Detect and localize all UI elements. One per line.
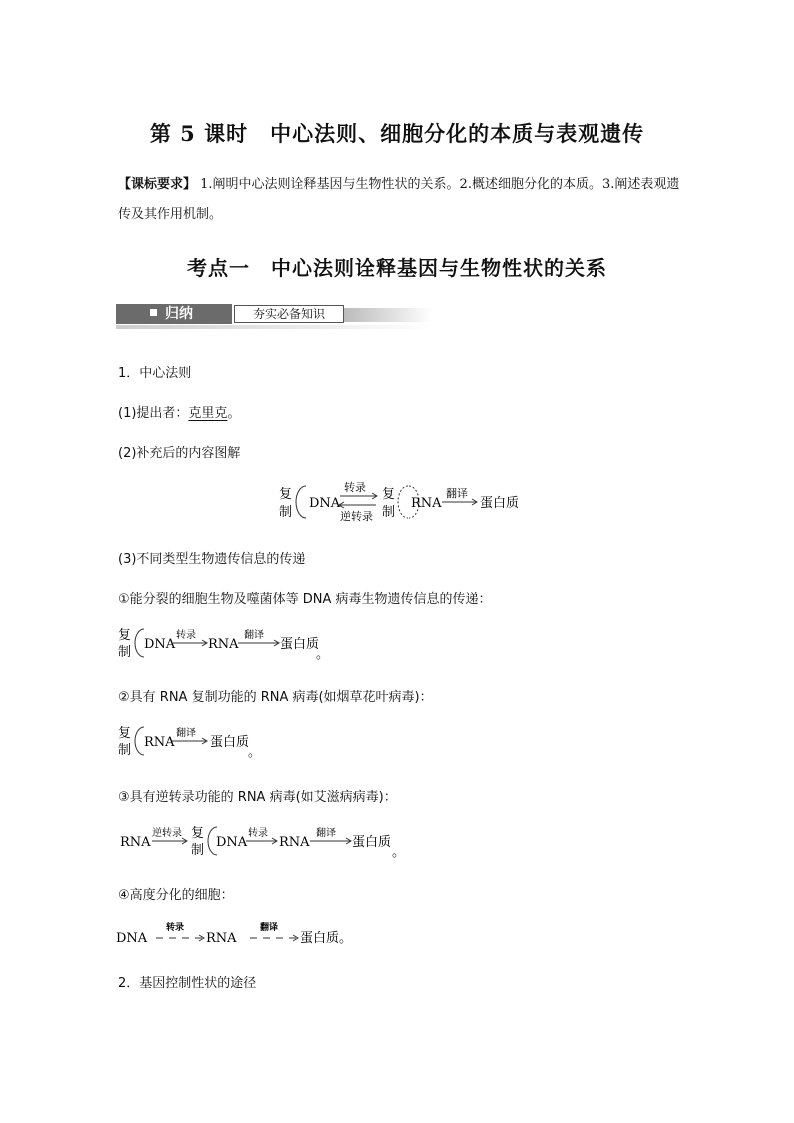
diagram-heading: (2)补充后的内容图解 [118,446,241,461]
reverse-transcription-label: 逆转录 [340,510,373,523]
heading-central-dogma: 1．中心法则 [118,366,192,381]
banner-fade [344,308,432,322]
rna-replication-loop-icon [398,486,408,518]
case3-period: 。 [392,845,406,860]
case2-loop-icon [135,727,144,755]
case3-diagram [116,822,416,862]
dna-label: DNA [309,496,341,511]
rna-label: RNA [411,496,442,511]
transfer-heading: (3)不同类型生物遗传信息的传递 [118,552,306,567]
case3-replicate-1: 复 [191,826,205,841]
translation-label: 翻译 [446,487,468,500]
rna-replicate-text-2: 制 [382,505,396,520]
rna-replicate-text-1: 复 [382,487,396,502]
protein-label: 蛋白质 [480,496,520,511]
proposer-suffix: 。 [227,406,241,421]
square-bullet-icon [150,309,157,316]
case3-replicate-2: 制 [191,843,205,858]
case1-translation: 翻译 [244,630,264,641]
case4-diagram [116,918,376,952]
section-title: 考点一 中心法则诠释基因与生物性状的关系 [187,256,607,280]
case4-period: 。 [339,931,353,946]
case2-diagram [116,722,266,762]
case1-transcription: 转录 [176,630,196,641]
case4-dna: DNA [116,931,148,946]
proposer-line [118,402,240,421]
case3-rna: RNA [279,835,310,850]
case3-reverse-transcription: 逆转录 [152,828,182,839]
case1-dna: DNA [144,637,176,652]
case3-dna: DNA [216,835,248,850]
case1-rna: RNA [208,637,239,652]
banner-rule [116,325,432,329]
case4-translation: 翻译 [260,923,279,933]
proposer-answer: 克里克 [188,406,228,421]
section-banner [116,304,432,328]
dna-replication-loop-icon [296,486,306,518]
page-title: 第 5 课时 中心法则、细胞分化的本质与表观遗传 [149,121,645,146]
case4-text: ④高度分化的细胞： [118,888,234,903]
case2-translation: 翻译 [176,728,196,739]
case4-transcription: 转录 [166,923,185,933]
case3-rna-start: RNA [120,835,151,850]
requirements-tag: 【课标要求】 [118,177,197,192]
case2-rna: RNA [144,735,175,750]
case3-text: ③具有逆转录功能的 RNA 病毒(如艾滋病病毒)： [118,790,397,805]
case2-period: 。 [248,745,262,760]
proposer-prefix: (1)提出者： [118,406,189,421]
case1-text: ①能分裂的细胞生物及噬菌体等 DNA 病毒生物遗传信息的传递： [118,592,492,607]
case2-replicate-1: 复 [118,726,132,741]
case3-transcription: 转录 [248,828,268,839]
transcription-label: 转录 [344,481,366,494]
banner-label-block [116,304,232,324]
case3-protein: 蛋白质 [352,835,392,850]
case1-replicate-2: 制 [118,645,132,660]
case2-protein: 蛋白质 [210,735,250,750]
curriculum-requirements [118,170,690,230]
heading-gene-pathways: 2．基因控制性状的途径 [118,976,257,991]
case1-diagram [116,624,336,664]
requirements-text: 1.阐明中心法则诠释基因与生物性状的关系。2.概述细胞分化的本质。3.阐述表观遗传及其作用机制。 [118,177,680,222]
case1-loop-icon [135,629,144,657]
case4-protein: 蛋白质 [300,931,340,946]
case2-replicate-2: 制 [118,743,132,758]
case3-translation: 翻译 [316,828,336,839]
case1-replicate-1: 复 [118,628,132,643]
case1-period: 。 [316,647,330,662]
banner-label: 归纳 [165,306,193,322]
case4-rna: RNA [206,931,237,946]
replicate-text-1: 复 [279,487,293,502]
banner-box: 夯实必备知识 [234,305,344,323]
case1-protein: 蛋白质 [280,637,320,652]
replicate-text-2: 制 [279,505,293,520]
case2-text: ②具有 RNA 复制功能的 RNA 病毒(如烟草花叶病毒)： [118,690,433,705]
central-dogma-diagram [270,478,530,526]
